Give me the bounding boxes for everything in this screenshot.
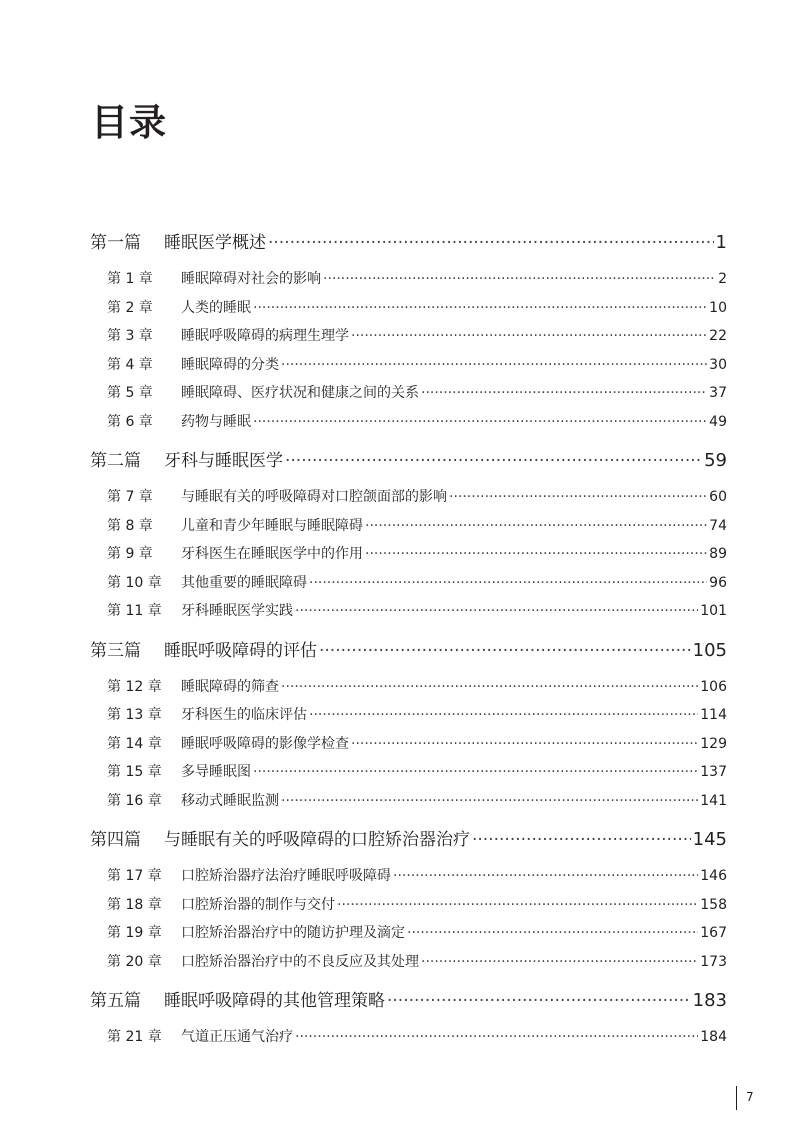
dot-leader: [319, 634, 691, 668]
chapter-page: 106: [700, 678, 727, 695]
chapter-title: 睡眠呼吸障碍的病理生理学: [181, 328, 349, 344]
part-row[interactable]: [90, 823, 727, 857]
chapter-title: 牙科睡眠医学实践: [181, 603, 293, 619]
part-number: 第二篇: [90, 451, 141, 471]
part-row[interactable]: [90, 444, 727, 478]
chapter-page: 141: [700, 792, 727, 809]
dot-leader: [323, 265, 716, 294]
chapter-title: 气道正压通气治疗: [181, 1029, 293, 1045]
chapter-page: 22: [709, 328, 727, 344]
dot-leader: [268, 226, 714, 260]
chapter-number: 第 15 章: [107, 764, 162, 780]
chapter-title: 口腔矫治器治疗中的不良反应及其处理: [181, 953, 419, 970]
chapter-page: 74: [709, 517, 727, 534]
part-page: 59: [704, 450, 727, 471]
chapter-page: 89: [709, 546, 727, 562]
chapter-number: 第 16 章: [107, 792, 162, 809]
chapter-page: 146: [700, 868, 727, 884]
page-number: 7: [736, 1086, 754, 1110]
chapter-title: 睡眠障碍的分类: [181, 356, 279, 373]
chapter-list: [90, 857, 727, 984]
chapter-title: 牙科医生在睡眠医学中的作用: [181, 546, 363, 562]
chapter-page: 167: [700, 925, 727, 941]
chapter-list: [90, 260, 727, 444]
chapter-row[interactable]: [90, 891, 727, 920]
chapter-row[interactable]: [90, 758, 727, 787]
chapter-page: 37: [709, 385, 727, 401]
chapter-row[interactable]: [90, 862, 727, 891]
part-page: 145: [692, 829, 727, 850]
chapter-title: 睡眠障碍、医疗状况和健康之间的关系: [181, 385, 419, 401]
dot-leader: [472, 823, 691, 857]
chapter-row[interactable]: [90, 730, 727, 759]
dot-leader: [253, 758, 698, 787]
chapter-number: 第 10 章: [107, 574, 162, 591]
chapter-row[interactable]: [90, 294, 727, 323]
chapter-number: 第 2 章: [107, 299, 153, 316]
dot-leader: [351, 730, 698, 759]
chapter-row[interactable]: [90, 408, 727, 437]
part-number: 第三篇: [90, 640, 141, 661]
dot-leader: [309, 701, 698, 730]
chapter-page: 129: [700, 735, 727, 752]
chapter-number: 第 12 章: [107, 678, 162, 695]
table-of-contents: [90, 226, 727, 1060]
part-number: 第四篇: [90, 830, 141, 850]
part-title: 睡眠呼吸障碍的评估: [164, 640, 317, 661]
chapter-number: 第 20 章: [107, 953, 162, 970]
chapter-number: 第 1 章: [107, 271, 153, 287]
chapter-row[interactable]: [90, 919, 727, 948]
dot-leader: [365, 512, 707, 541]
chapter-number: 第 8 章: [107, 517, 153, 534]
part-row[interactable]: [90, 984, 727, 1018]
dot-leader: [387, 984, 691, 1018]
chapter-title: 睡眠障碍对社会的影响: [181, 271, 321, 287]
dot-leader: [365, 540, 707, 569]
chapter-page: 114: [700, 707, 727, 723]
chapter-title: 口腔矫治器治疗中的随访护理及滴定: [181, 925, 405, 941]
chapter-row[interactable]: [90, 1023, 727, 1052]
chapter-list: [90, 478, 727, 634]
chapter-row[interactable]: [90, 948, 727, 977]
chapter-title: 口腔矫治器疗法治疗睡眠呼吸障碍: [181, 868, 391, 884]
chapter-number: 第 9 章: [107, 546, 153, 562]
chapter-row[interactable]: [90, 597, 727, 626]
chapter-list: [90, 1018, 727, 1060]
chapter-number: 第 14 章: [107, 735, 162, 752]
dot-leader: [407, 919, 698, 948]
chapter-title: 睡眠障碍的筛查: [181, 678, 279, 695]
chapter-title: 与睡眠有关的呼吸障碍对口腔颌面部的影响: [181, 489, 447, 505]
chapter-page: 101: [700, 603, 727, 619]
chapter-row[interactable]: [90, 701, 727, 730]
chapter-title: 药物与睡眠: [181, 413, 251, 430]
chapter-row[interactable]: [90, 351, 727, 380]
part-page: 183: [692, 990, 727, 1011]
dot-leader: [295, 597, 698, 626]
dot-leader: [449, 483, 707, 512]
part-page: 1: [715, 232, 727, 253]
dot-leader: [281, 351, 707, 380]
chapter-row[interactable]: [90, 512, 727, 541]
chapter-title: 睡眠呼吸障碍的影像学检查: [181, 735, 349, 752]
part-number: 第一篇: [90, 233, 141, 253]
chapter-title: 多导睡眠图: [181, 764, 251, 780]
chapter-number: 第 21 章: [107, 1029, 162, 1045]
dot-leader: [421, 379, 707, 408]
dot-leader: [337, 891, 698, 920]
chapter-number: 第 6 章: [107, 413, 153, 430]
chapter-page: 49: [709, 413, 727, 430]
chapter-number: 第 11 章: [107, 603, 162, 619]
chapter-row[interactable]: [90, 265, 727, 294]
dot-leader: [253, 294, 707, 323]
chapter-page: 137: [700, 764, 727, 780]
dot-leader: [393, 862, 698, 891]
chapter-title: 口腔矫治器的制作与交付: [181, 896, 335, 913]
chapter-page: 173: [700, 953, 727, 970]
chapter-number: 第 7 章: [107, 489, 153, 505]
chapter-page: 60: [709, 489, 727, 505]
chapter-title: 儿童和青少年睡眠与睡眠障碍: [181, 517, 363, 534]
part-row[interactable]: [90, 634, 727, 668]
chapter-number: 第 5 章: [107, 385, 153, 401]
chapter-number: 第 17 章: [107, 868, 162, 884]
dot-leader: [421, 948, 698, 977]
chapter-page: 10: [709, 299, 727, 316]
chapter-row[interactable]: [90, 379, 727, 408]
dot-leader: [285, 444, 702, 478]
chapter-title: 牙科医生的临床评估: [181, 707, 307, 723]
chapter-title: 移动式睡眠监测: [181, 792, 279, 809]
page-title: 目录: [91, 101, 167, 144]
chapter-row[interactable]: [90, 569, 727, 598]
chapter-number: 第 4 章: [107, 356, 153, 373]
chapter-title: 其他重要的睡眠障碍: [181, 574, 307, 591]
chapter-row[interactable]: [90, 540, 727, 569]
chapter-number: 第 13 章: [107, 707, 162, 723]
chapter-page: 2: [718, 271, 727, 287]
chapter-number: 第 18 章: [107, 896, 162, 913]
part-title: 睡眠呼吸障碍的其他管理策略: [164, 991, 385, 1011]
chapter-row[interactable]: [90, 673, 727, 702]
dot-leader: [351, 322, 707, 351]
part-page: 105: [692, 639, 727, 661]
chapter-row[interactable]: [90, 787, 727, 816]
dot-leader: [309, 569, 707, 598]
chapter-list: [90, 668, 727, 824]
part-number: 第五篇: [90, 991, 141, 1011]
chapter-page: 96: [709, 574, 727, 591]
dot-leader: [295, 1023, 698, 1052]
chapter-page: 30: [709, 356, 727, 373]
chapter-title: 人类的睡眠: [181, 299, 251, 316]
chapter-row[interactable]: [90, 322, 727, 351]
dot-leader: [253, 408, 707, 437]
part-title: 与睡眠有关的呼吸障碍的口腔矫治器治疗: [164, 830, 470, 850]
chapter-page: 158: [700, 896, 727, 913]
part-row[interactable]: [90, 226, 727, 260]
part-title: 牙科与睡眠医学: [164, 451, 283, 471]
chapter-page: 184: [700, 1029, 727, 1045]
part-title: 睡眠医学概述: [164, 233, 266, 253]
chapter-number: 第 3 章: [107, 328, 153, 344]
dot-leader: [281, 673, 698, 702]
chapter-number: 第 19 章: [107, 925, 162, 941]
dot-leader: [281, 787, 698, 816]
chapter-row[interactable]: [90, 483, 727, 512]
